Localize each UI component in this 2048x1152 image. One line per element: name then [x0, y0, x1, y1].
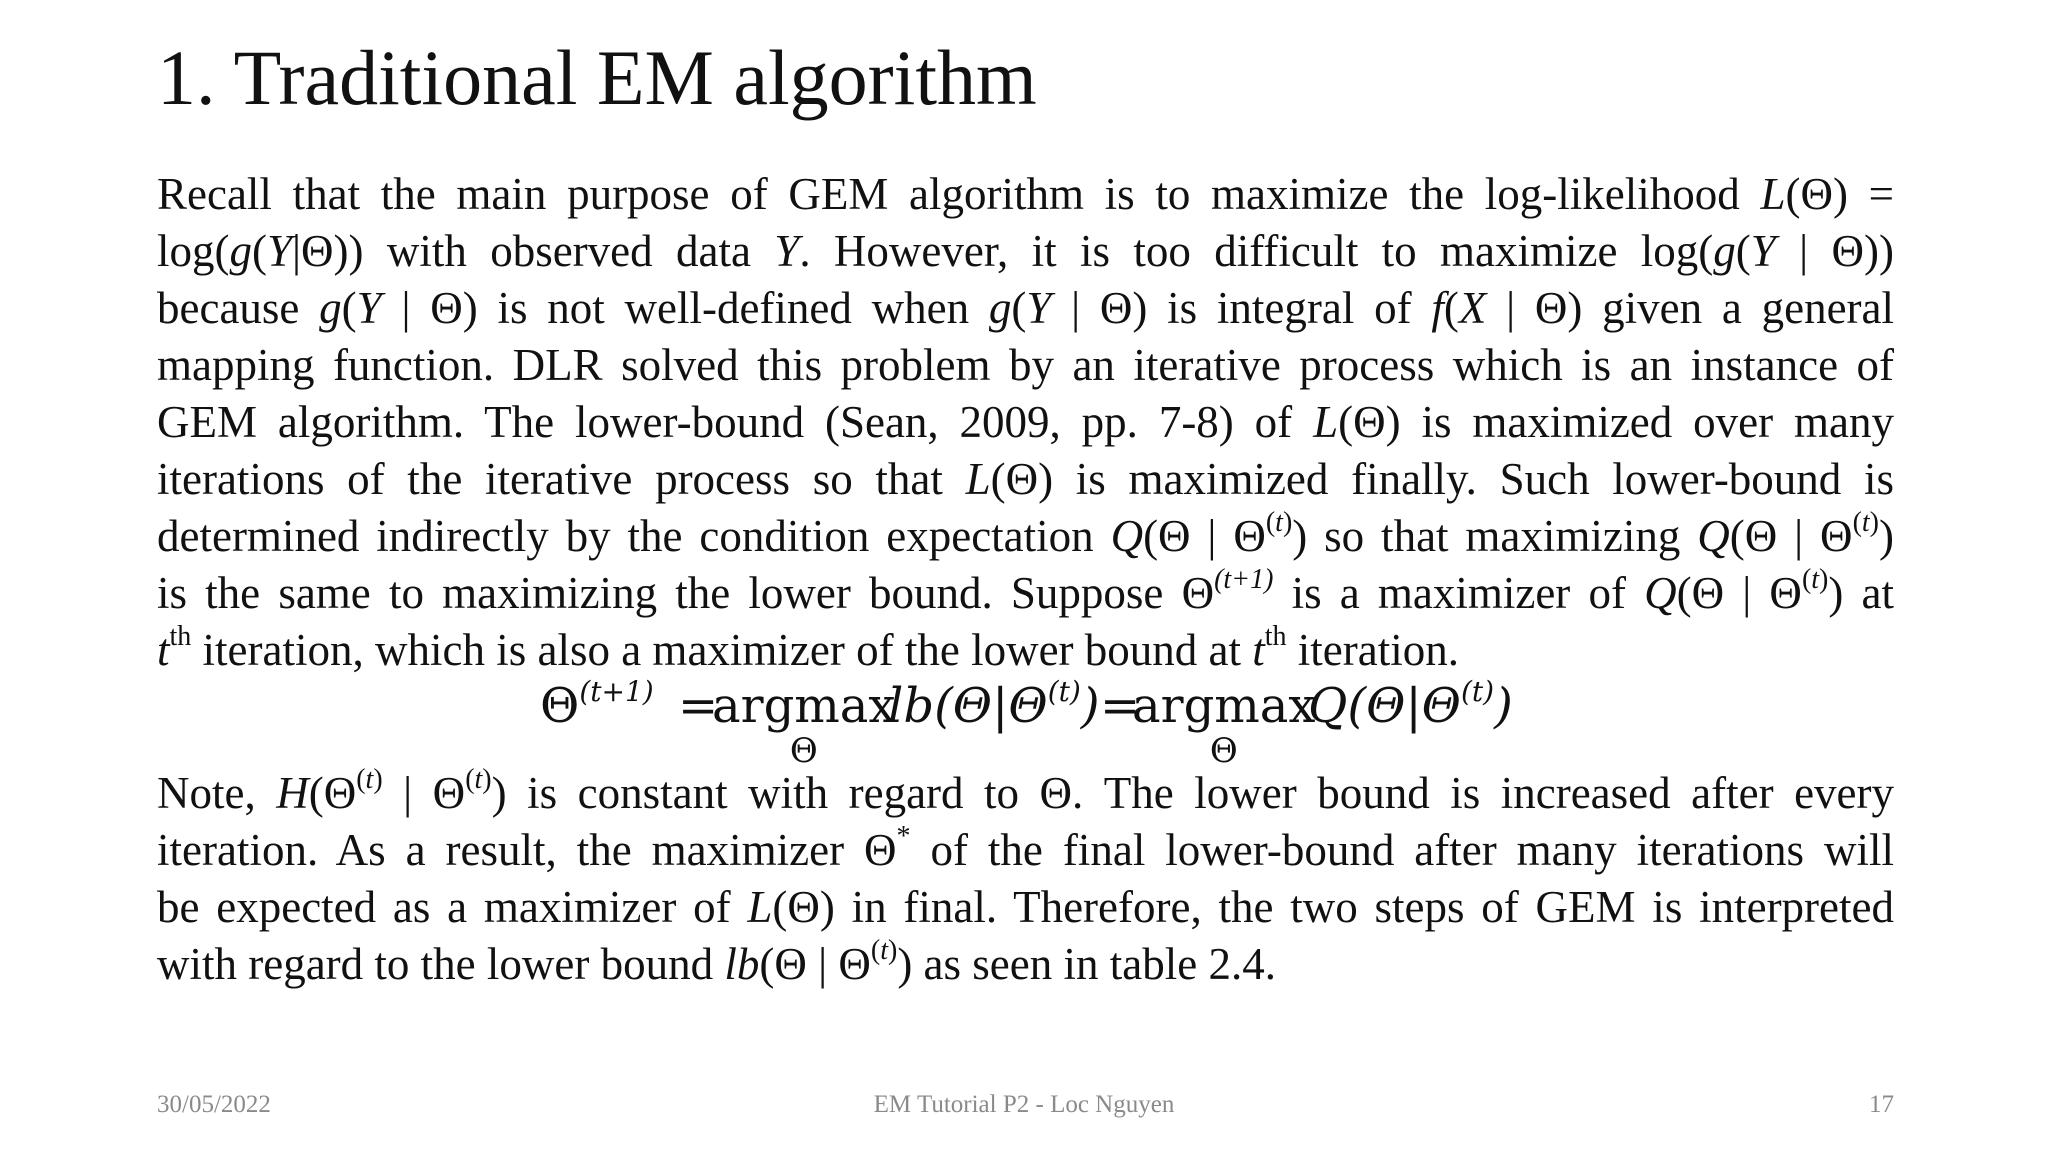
paragraph-line [157, 394, 1894, 451]
argmax-operator [712, 676, 896, 771]
paragraph-line [157, 451, 1894, 508]
argmax-subscript: Θ [1209, 731, 1238, 771]
argmax-label: argmax [712, 678, 896, 734]
q-function-expression: $Q(\Theta|\Theta^{(t)})$ [1308, 675, 1513, 734]
footer-date: 30/05/2022 [157, 1091, 271, 1118]
paragraph-line [157, 337, 1894, 394]
math-line-text: iterations of the iterative process so that L(Θ) is maximized finally. Such lower-bound is [157, 454, 1895, 504]
math-line-text: determined indirectly by the condition expectation Q(Θ | $\Theta^{(t)}$) so that maximizing Q(Θ | $\Theta^{(t)}$) [157, 507, 1894, 561]
math-line-text: be expected as a maximizer of L(Θ) in final. Therefore, the two steps of GEM is interpreted [157, 882, 1894, 932]
paragraph-line [157, 879, 1894, 936]
math-line-text: with regard to the lower bound lb(Θ | $\Theta^{(t)}$) as seen in table 2.4. [157, 935, 1276, 989]
math-line-text: log(g(Y|Θ)) with observed data Y. However, it is too difficult to maximize log(g(Y | Θ)) [157, 226, 1894, 276]
equals-sign: = [678, 678, 719, 734]
math-line-text: $t^{th}$ iteration, which is also a maximizer of the lower bound at $t^{th}$ iteration. [157, 621, 1459, 675]
math-line-text: Recall that the main purpose of GEM algorithm is to maximize the log-likelihood L(Θ) = [157, 169, 1894, 219]
argmax-operator [1132, 676, 1316, 771]
paragraph-line [157, 622, 1894, 679]
page-number: 17 [1869, 1091, 1894, 1118]
paragraph-line [157, 280, 1894, 337]
paragraph-line [157, 765, 1894, 822]
math-line-text: mapping function. DLR solved this problem by an iterative process which is an instance of [157, 340, 1894, 390]
paragraph-line [157, 508, 1894, 565]
note-paragraph [157, 765, 1894, 993]
argmax-equation [540, 675, 1540, 771]
paragraph-line [157, 166, 1894, 223]
paragraph-line [157, 822, 1894, 879]
math-line-text: iteration. As a result, the maximizer Θ* of the final lower-bound after many iterations will [157, 821, 1894, 875]
math-line-text: GEM algorithm. The lower-bound (Sean, 2009, pp. 7-8) of L(Θ) is maximized over many [157, 397, 1894, 447]
math-line-text: is the same to maximizing the lower bound. Suppose $\Theta^{(t+1)}$ is a maximizer of Q(Θ | $\Theta^{(t)}$) at [157, 564, 1894, 618]
paragraph-line [157, 223, 1894, 280]
equation-left-side: $\Theta^{(t+1)}$ [540, 675, 654, 734]
equals-sign: = [1100, 678, 1141, 734]
slide-title: 1. Traditional EM algorithm [157, 34, 1037, 121]
lower-bound-expression: $lb(\Theta|\Theta^{(t)})$ [888, 675, 1100, 734]
main-paragraph [157, 166, 1894, 679]
paragraph-line [157, 565, 1894, 622]
math-line-text: because g(Y | Θ) is not well-defined when g(Y | Θ) is integral of f(X | Θ) given a general [157, 283, 1895, 333]
argmax-subscript: Θ [789, 731, 818, 771]
math-line-text: Note, $H(\Theta^{(t)}$ | $\Theta^{(t)}$) is constant with regard to Θ. The lower bound is increased after every [157, 764, 1894, 818]
footer-title: EM Tutorial P2 - Loc Nguyen [873, 1091, 1175, 1118]
paragraph-line [157, 936, 1894, 993]
argmax-label: argmax [1132, 678, 1316, 734]
